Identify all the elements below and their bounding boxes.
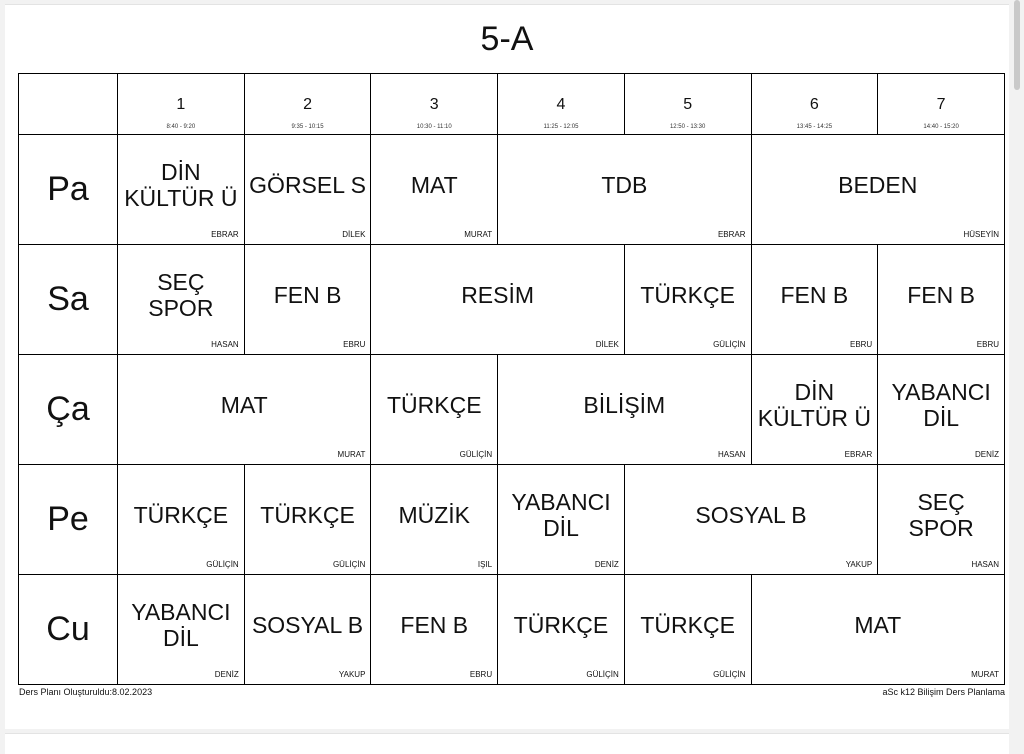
teacher: DİLEK [595,340,619,349]
lesson-cell [751,355,878,465]
period-number: 1 [176,96,186,113]
lesson-cell [371,355,498,465]
lesson-cell [371,245,624,355]
period-header [371,74,498,135]
teacher: EBRU [343,340,366,349]
subject: TÜRKÇE [640,281,735,308]
lesson-cell [624,465,877,575]
day-name: Pe [47,500,89,538]
teacher: EBRAR [844,450,873,459]
day-name: Sa [47,280,89,318]
lesson-cell [244,245,371,355]
subject: YABANCI DİL [511,488,611,541]
lesson-cell [498,355,751,465]
subject: MAT [220,391,268,418]
subject: RESİM [461,281,535,308]
subject: TÜRKÇE [640,611,735,638]
lesson-cell [624,575,751,685]
teacher: DENİZ [594,560,619,569]
next-page-edge [5,733,1009,754]
subject: DİN KÜLTÜR Ü [124,158,238,211]
subject: GÖRSEL S [249,171,366,198]
subject: FEN B [907,281,975,308]
teacher: GÜLİÇİN [713,670,746,679]
period-number: 7 [936,96,946,113]
period-time: 12:50 - 13:30 [669,124,706,130]
subject: TÜRKÇE [386,391,482,418]
teacher: YAKUP [338,670,366,679]
period-time: 10:30 - 11:10 [416,124,452,130]
period-time: 13:45 - 14:25 [796,124,833,130]
subject: SEÇ SPOR [148,268,214,321]
day-name: Ça [46,390,90,428]
subject: MÜZİK [398,501,471,528]
subject: FEN B [273,281,342,308]
teacher: HASAN [211,340,239,349]
teacher: DENİZ [975,450,999,459]
corner-cell [19,74,118,135]
lesson-cell [118,135,245,245]
lesson-cell [751,135,1004,245]
period-header [244,74,371,135]
period-time: 14:40 - 15:20 [923,124,959,130]
teacher: EBRU [976,340,999,349]
lesson-cell [118,575,245,685]
period-header [878,74,1005,135]
teacher: GÜLİÇİN [586,670,619,679]
teacher: GÜLİÇİN [713,340,746,349]
subject: TÜRKÇE [133,501,229,528]
day-label [19,575,118,685]
lesson-cell [878,245,1005,355]
subject: BEDEN [838,171,918,198]
subject: TÜRKÇE [260,501,355,528]
lesson-cell [118,355,371,465]
teacher: MURAT [464,230,493,239]
subject: SOSYAL B [695,501,807,528]
lesson-cell [878,465,1005,575]
subject: SEÇ SPOR [908,488,974,541]
day-name: Pa [47,170,89,208]
teacher: EBRAR [211,230,239,239]
subject: FEN B [400,611,469,638]
day-row [19,135,1005,245]
day-label [19,135,118,245]
lesson-cell [371,465,498,575]
lesson-cell [751,575,1004,685]
subject: YABANCI DİL [891,378,991,431]
lesson-cell [751,245,878,355]
created-date-note: Ders Planı Oluşturuldu:8.02.2023 [19,687,153,697]
lesson-cell [498,465,625,575]
subject: TÜRKÇE [513,611,609,638]
lesson-cell [371,135,498,245]
period-number: 4 [556,96,566,113]
day-label [19,355,118,465]
class-title: 5-A [480,20,534,58]
lesson-cell [244,575,371,685]
teacher: GÜLİÇİN [206,560,239,569]
teacher: EBRU [849,340,873,349]
lesson-cell [118,245,245,355]
day-row [19,575,1005,685]
period-header-row [19,74,1005,135]
teacher: GÜLİÇİN [459,450,493,459]
generator-credit: aSc k12 Bilişim Ders Planlama [882,687,1005,697]
period-header [751,74,878,135]
teacher: HASAN [971,560,999,569]
period-time: 11:25 - 12:05 [543,124,579,130]
period-header [624,74,751,135]
lesson-cell [878,355,1005,465]
period-time: 8:40 - 9:20 [166,124,196,130]
lesson-cell [624,245,751,355]
teacher: MURAT [971,670,999,679]
day-label [19,245,118,355]
day-row [19,355,1005,465]
period-header [118,74,245,135]
timetable-grid [18,73,1005,685]
period-number: 5 [683,96,693,113]
day-row [19,465,1005,575]
teacher: HASAN [717,450,746,459]
subject: MAT [854,611,902,638]
subject: MAT [410,171,458,198]
teacher: DENİZ [214,670,239,679]
subject: TDB [601,171,648,198]
lesson-cell [244,465,371,575]
lesson-cell [498,575,625,685]
period-time: 9:35 - 10:15 [291,124,324,130]
teacher: HÜSEYİN [963,230,999,239]
lesson-cell [498,135,751,245]
lesson-cell [244,135,371,245]
period-header [498,74,625,135]
teacher: EBRAR [717,230,746,239]
period-number: 6 [809,96,819,113]
day-row [19,245,1005,355]
lesson-cell [371,575,498,685]
teacher: DİLEK [342,230,366,239]
lesson-cell [118,465,245,575]
period-number: 3 [429,96,439,113]
teacher: GÜLİÇİN [332,560,366,569]
subject: BİLİŞİM [583,391,666,418]
teacher: YAKUP [845,560,873,569]
teacher: IŞIL [477,560,493,569]
teacher: EBRU [469,670,493,679]
day-name: Cu [46,610,90,648]
period-number: 2 [303,96,312,113]
subject: FEN B [780,281,849,308]
subject: DİN KÜLTÜR Ü [757,378,872,431]
subject: SOSYAL B [251,611,364,638]
scrollbar[interactable] [1014,0,1020,90]
day-label [19,465,118,575]
teacher: MURAT [337,450,366,459]
subject: YABANCI DİL [131,598,231,651]
